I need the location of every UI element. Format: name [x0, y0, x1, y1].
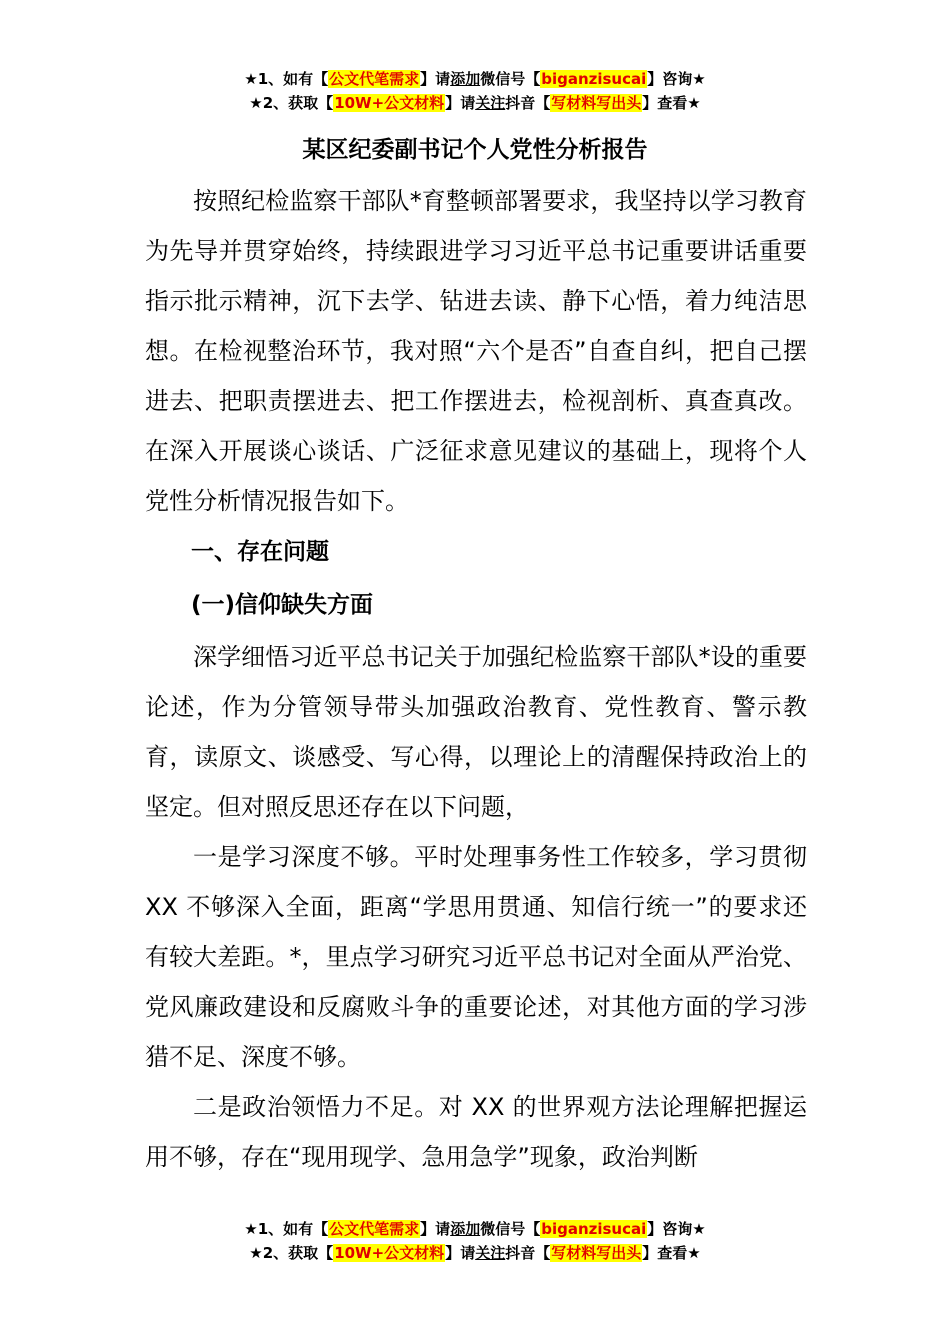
- promo-banner-bottom: [0, 1217, 950, 1265]
- intro-paragraph: 按照纪检监察干部队*育整顿部署要求，我坚持以学习教育为先导并贯穿始终，持续跟进学习习近平总书记重要讲话重要指示批示精神，沉下去学、钻进去读、静下心悟，着力纯洁思想。在检视整治环节，我对照“六个是否”自查自纠，把自己摆进去、把职责摆进去、把工作摆进去，检视剖析、真查真改。在深入开展谈心谈话、广泛征求意见建议的基础上，现将个人党性分析情况报告如下。: [145, 187, 807, 515]
- subsection-heading: (一)信仰缺失方面: [191, 592, 374, 618]
- promo-line-1: ★1、如有【公文代笔需求】请添加微信号【biganzisucai】咨询★: [244, 1220, 706, 1238]
- paragraph-2: 一是学习深度不够。平时处理事务性工作较多，学习贯彻 XX 不够深入全面，距离“学思用贯通、知信行统一”的要求还有较大差距。*，里点学习研究习近平总书记对全面从严治党、党风廉政建设和反腐败斗争的重要论述，对其他方面的学习涉猎不足、深度不够。: [145, 843, 807, 1071]
- promo-line-2: ★2、获取【10W+公文材料】请关注抖音【写材料写出头】查看★: [249, 1244, 701, 1262]
- document-title: 某区纪委副书记个人党性分析报告: [302, 137, 648, 163]
- paragraph-3: 二是政治领悟力不足。对 XX 的世界观方法论理解把握运用不够，存在“现用现学、急用急学”现象，政治判断: [145, 1093, 807, 1171]
- promo-banner-top: [0, 67, 950, 115]
- paragraph-1: 深学细悟习近平总书记关于加强纪检监察干部队*设的重要论述，作为分管领导带头加强政治教育、党性教育、警示教育，读原文、谈感受、写心得，以理论上的清醒保持政治上的坚定。但对照反思还存在以下问题，: [145, 643, 807, 821]
- document-body: [145, 176, 807, 1182]
- promo-line-2: ★2、获取【10W+公文材料】请关注抖音【写材料写出头】查看★: [249, 94, 701, 112]
- promo-line-1: ★1、如有【公文代笔需求】请添加微信号【biganzisucai】咨询★: [244, 70, 706, 88]
- section-heading: 一、存在问题: [191, 539, 329, 565]
